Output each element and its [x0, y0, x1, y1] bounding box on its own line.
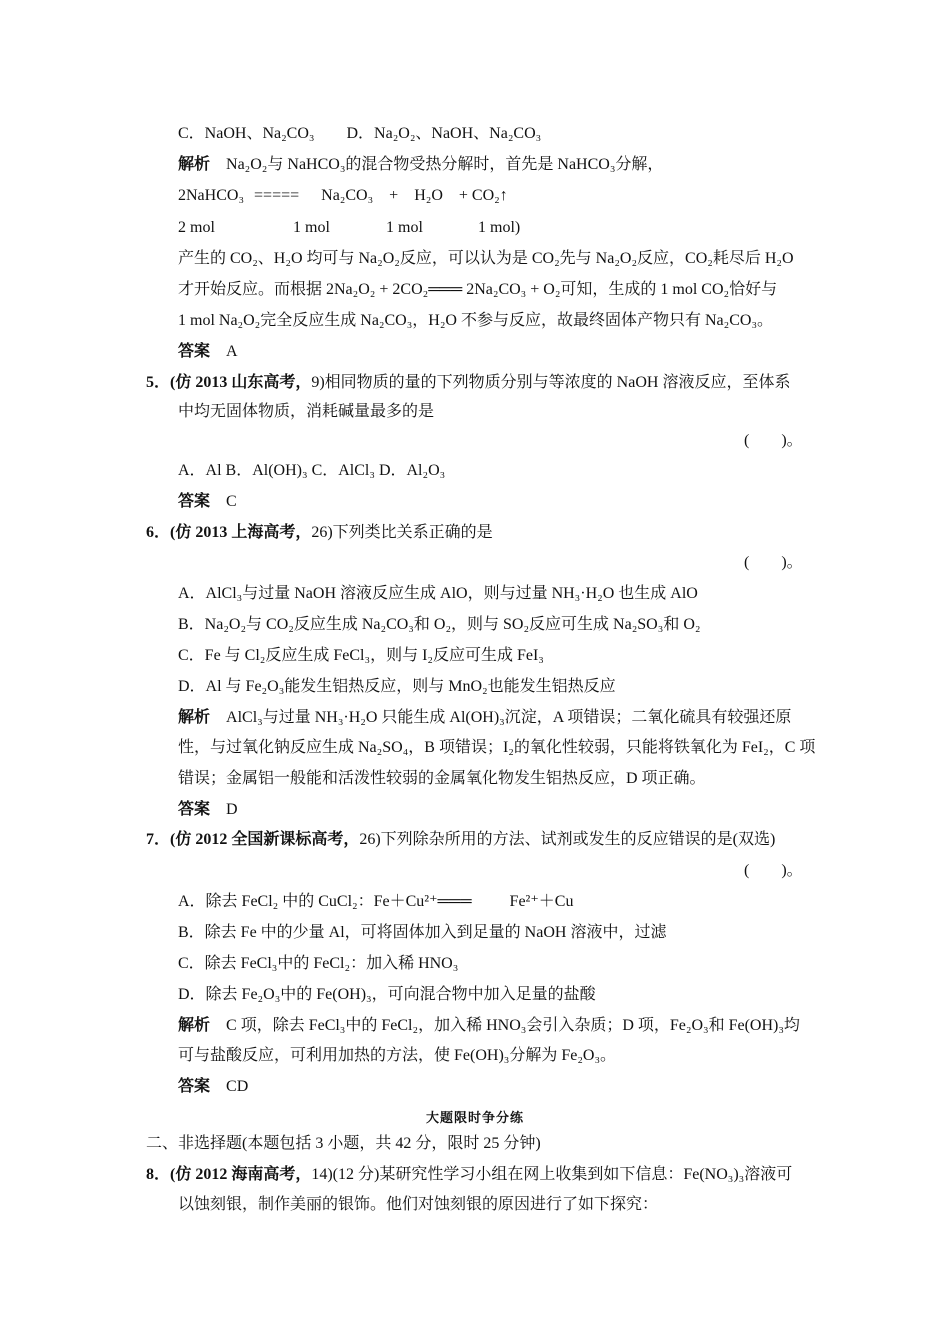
explain-label: 解析 [178, 1017, 211, 1034]
equation-right: Na₂CO₃ + H₂O + CO₂↑ [321, 187, 508, 204]
q7-option-c: C．除去 FeCl₃中的 FeCl₂：加入稀 HNO₃ [178, 955, 459, 972]
answer-value: CD [226, 1078, 249, 1095]
q5-answer [178, 492, 237, 512]
option-a-left: A．除去 FeCl₂ 中的 CuCl₂：Fe＋Cu²⁺═══ [178, 893, 472, 910]
q7-option-d: D．除去 Fe₂O₃中的 Fe(OH)₃，可向混合物中加入足量的盐酸 [178, 986, 596, 1003]
q7-explanation-line: 可与盐酸反应，可利用加热的方法，使 Fe(OH)₃分解为 Fe₂O₃。 [178, 1047, 617, 1064]
answer-label: 答案 [178, 801, 211, 818]
q4-moles-2: 1 mol [293, 219, 330, 236]
q6-answer-blank: ( )。 [744, 554, 803, 571]
q4-moles-4: 1 mol) [478, 219, 521, 236]
q4-moles-3: 1 mol [386, 219, 423, 236]
answer-label: 答案 [178, 1078, 211, 1095]
answer-value: A [226, 343, 238, 360]
q5-options: A．Al B．Al(OH)₃ C．AlCl₃ D．Al₂O₃ [178, 462, 446, 479]
explain-label: 解析 [178, 709, 211, 726]
q6-option-d: D．Al 与 Fe₂O₃能发生铝热反应，则与 MnO₂也能发生铝热反应 [178, 678, 616, 695]
question-source: 5．(仿 2013 山东高考， [146, 374, 312, 391]
question-source: 8．(仿 2012 海南高考， [146, 1166, 312, 1183]
q7-answer-blank: ( )。 [744, 862, 803, 879]
q7-stem [146, 830, 775, 850]
explain-label: 解析 [178, 156, 211, 173]
q6-option-a: A．AlCl₃与过量 NaOH 溶液反应生成 AlO，则与过量 NH₃·H₂O 也生成 AlO [178, 585, 698, 602]
question-text: 26)下列类比关系正确的是 [311, 524, 493, 541]
q4-explanation-intro [178, 155, 663, 175]
q6-stem [146, 523, 493, 543]
q7-explanation [178, 1016, 800, 1036]
option-a-right: Fe²⁺＋Cu [509, 893, 574, 910]
section-title: 二、非选择题(本题包括 3 小题，共 42 分，限时 25 分钟) [146, 1135, 541, 1152]
q4-options-cd: C．NaOH、Na₂CO₃ D．Na₂O₂、NaOH、Na₂CO₃ [178, 125, 542, 142]
question-text: 26)下列除杂所用的方法、试剂或发生的反应错误的是(双选) [359, 831, 776, 848]
equation-left: 2NaHCO₃ [178, 187, 245, 204]
q5-stem [146, 373, 790, 393]
q4-answer [178, 342, 238, 362]
q6-explanation-line: 性，与过氧化钠反应生成 Na₂SO₄，B 项错误；I₂的氧化性较弱，只能将铁氧化为 FeI₂，C 项 [178, 739, 816, 756]
answer-value: C [226, 493, 237, 510]
question-source: 7．(仿 2012 全国新课标高考， [146, 831, 360, 848]
question-source: 6．(仿 2013 上海高考， [146, 524, 312, 541]
q5-stem-cont: 中均无固体物质，消耗碱量最多的是 [178, 403, 435, 420]
answer-label: 答案 [178, 493, 211, 510]
q7-option-b: B．除去 Fe 中的少量 Al，可将固体加入到足量的 NaOH 溶液中，过滤 [178, 924, 667, 941]
q4-equation [178, 186, 508, 206]
q7-answer [178, 1077, 248, 1097]
q6-explanation [178, 708, 791, 728]
q7-option-a [178, 892, 573, 912]
explain-text: Na₂O₂与 NaHCO₃的混合物受热分解时，首先是 NaHCO₃分解， [226, 156, 664, 173]
q4-explanation-line: 产生的 CO₂、H₂O 均可与 Na₂O₂反应，可以认为是 CO₂先与 Na₂O₂反应，CO₂耗尽后 H₂O [178, 250, 794, 267]
q4-explanation-line: 1 mol Na₂O₂完全反应生成 Na₂CO₃，H₂O 不参与反应，故最终固体产物只有 Na₂CO₃。 [178, 312, 774, 329]
explain-text: C 项，除去 FeCl₃中的 FeCl₂，加入稀 HNO₃会引入杂质；D 项，Fe₂O₃和 Fe(OH)₃均 [226, 1017, 800, 1034]
section-heading: 大题限时争分练 [425, 1110, 524, 1125]
answer-value: D [226, 801, 238, 818]
answer-label: 答案 [178, 343, 211, 360]
equation-arrow: ===== [254, 187, 300, 204]
q5-answer-blank: ( )。 [744, 432, 803, 449]
q4-moles-1: 2 mol [178, 219, 215, 236]
q4-explanation-line: 才开始反应。而根据 2Na₂O₂ + 2CO₂═══ 2Na₂CO₃ + O₂可知，生成的 1 mol CO₂恰好与 [178, 281, 778, 298]
explain-text: AlCl₃与过量 NH₃·H₂O 只能生成 Al(OH)₃沉淀，A 项错误；二氧化硫具有较强还原 [226, 709, 792, 726]
q6-option-b: B．Na₂O₂与 CO₂反应生成 Na₂CO₃和 O₂，则与 SO₂反应可生成 Na₂SO₃和 O₂ [178, 616, 701, 633]
question-text: 14)(12 分)某研究性学习小组在网上收集到如下信息：Fe(NO₃)₃溶液可 [311, 1166, 793, 1183]
q8-stem-cont: 以蚀刻银，制作美丽的银饰。他们对蚀刻银的原因进行了如下探究： [178, 1196, 659, 1213]
q6-answer [178, 800, 238, 820]
q6-explanation-line: 错误；金属铝一般能和活泼性较弱的金属氧化物发生铝热反应，D 项正确。 [178, 770, 706, 787]
q6-option-c: C．Fe 与 Cl₂反应生成 FeCl₃，则与 I₂反应可生成 FeI₃ [178, 647, 544, 664]
question-text: 9)相同物质的量的下列物质分别与等浓度的 NaOH 溶液反应，至体系 [311, 374, 791, 391]
q8-stem [146, 1165, 792, 1185]
